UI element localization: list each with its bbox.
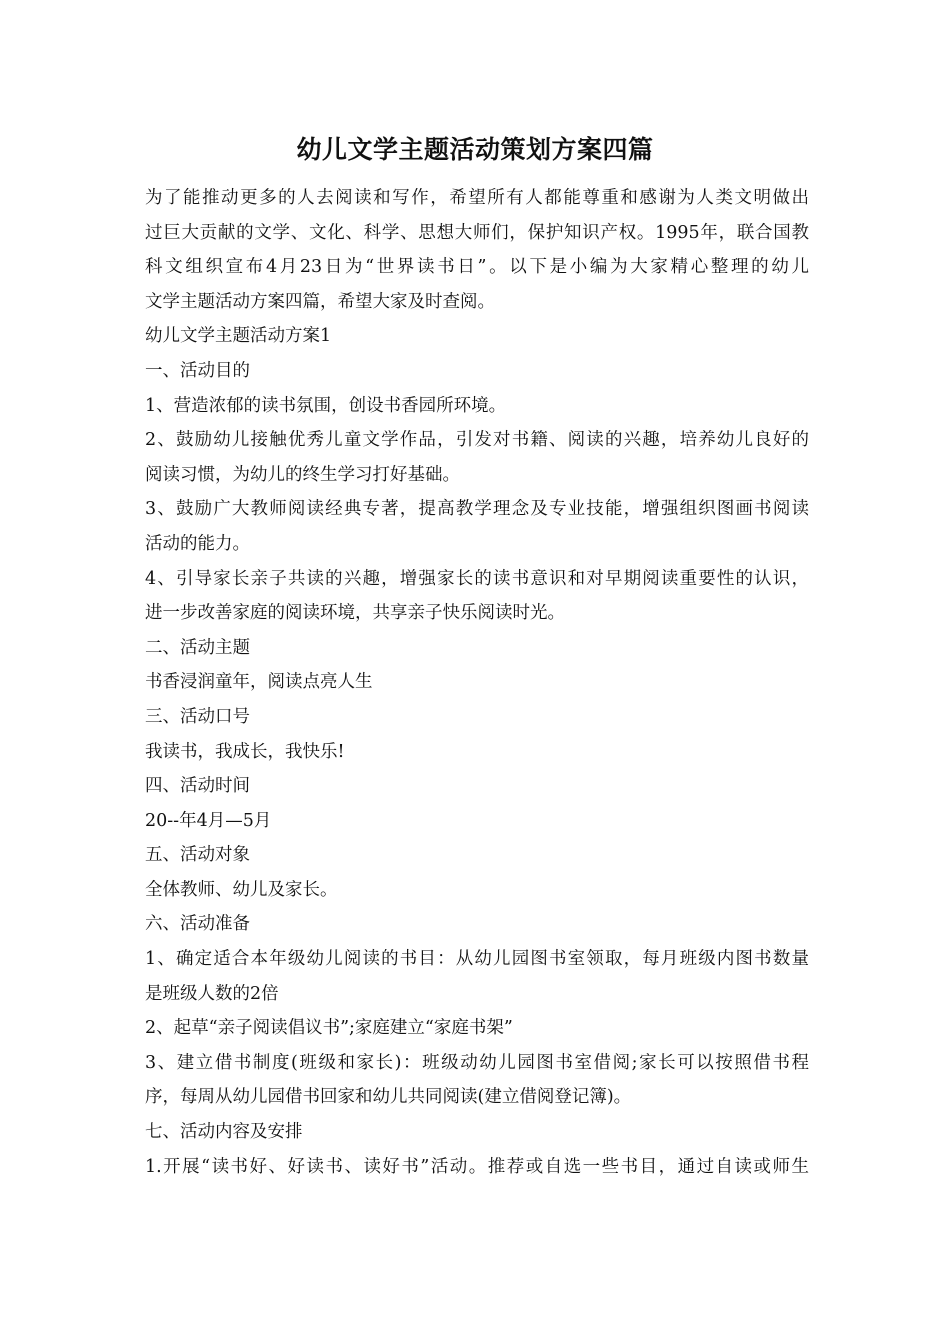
text-line: 3、鼓励广大教师阅读经典专著，提高教学理念及专业技能，增强组织图画书阅读 xyxy=(145,499,809,520)
text-line: 进一步改善家庭的阅读环境，共享亲子快乐阅读时光。 xyxy=(145,603,565,624)
text-line: 为了能推动更多的人去阅读和写作，希望所有人都能尊重和感谢为人类文明做出 xyxy=(145,188,809,208)
text-line: 文学主题活动方案四篇，希望大家及时查阅。 xyxy=(145,291,495,312)
text-line: 七、活动内容及安排 xyxy=(145,1122,303,1143)
text-line: 过巨大贡献的文学、文化、科学、思想大师们，保护知识产权。1995年，联合国教 xyxy=(145,222,809,243)
text-line: 幼儿文学主题活动方案1 xyxy=(145,326,332,347)
text-line: 六、活动准备 xyxy=(145,914,250,935)
text-line: 是班级人数的2倍 xyxy=(145,983,279,1004)
text-line: 20--年4月—5月 xyxy=(145,810,272,831)
text-line: 序，每周从幼儿园借书回家和幼儿共同阅读(建立借阅登记簿)。 xyxy=(145,1087,632,1108)
text-line: 1、营造浓郁的读书氛围，创设书香园所环境。 xyxy=(145,395,507,416)
text-line: 2、起草“亲子阅读倡议书”;家庭建立“家庭书架” xyxy=(145,1018,513,1039)
text-line: 四、活动时间 xyxy=(145,776,250,797)
text-line: 1.开展“读书好、好读书、读好书”活动。推荐或自选一些书目，通过自读或师生 xyxy=(145,1156,809,1177)
text-line: 活动的能力。 xyxy=(145,533,250,554)
text-line: 4、引导家长亲子共读的兴趣，增强家长的读书意识和对早期阅读重要性的认识， xyxy=(145,568,809,589)
text-line: 全体教师、幼儿及家长。 xyxy=(145,879,338,900)
text-line: 二、活动主题 xyxy=(145,637,250,658)
text-line: 科文组织宣布4月23日为“世界读书日”。以下是小编为大家精心整理的幼儿 xyxy=(145,257,809,278)
text-line: 一、活动目的 xyxy=(145,360,250,381)
text-line: 三、活动口号 xyxy=(145,706,250,727)
text-line: 1、确定适合本年级幼儿阅读的书目：从幼儿园图书室领取，每月班级内图书数量 xyxy=(145,949,809,970)
document-title: 幼儿文学主题活动策划方案四篇 xyxy=(296,135,654,164)
text-line: 书香浸润童年，阅读点亮人生 xyxy=(145,672,373,693)
text-line: 3、建立借书制度(班级和家长)：班级动幼儿园图书室借阅;家长可以按照借书程 xyxy=(145,1052,809,1073)
text-line: 五、活动对象 xyxy=(145,845,250,866)
text-line: 阅读习惯，为幼儿的终生学习打好基础。 xyxy=(145,464,460,485)
text-line: 2、鼓励幼儿接触优秀儿童文学作品，引发对书籍、阅读的兴趣，培养幼儿良好的 xyxy=(145,430,809,451)
text-line: 我读书，我成长，我快乐! xyxy=(145,741,345,762)
document-body xyxy=(145,181,809,1184)
